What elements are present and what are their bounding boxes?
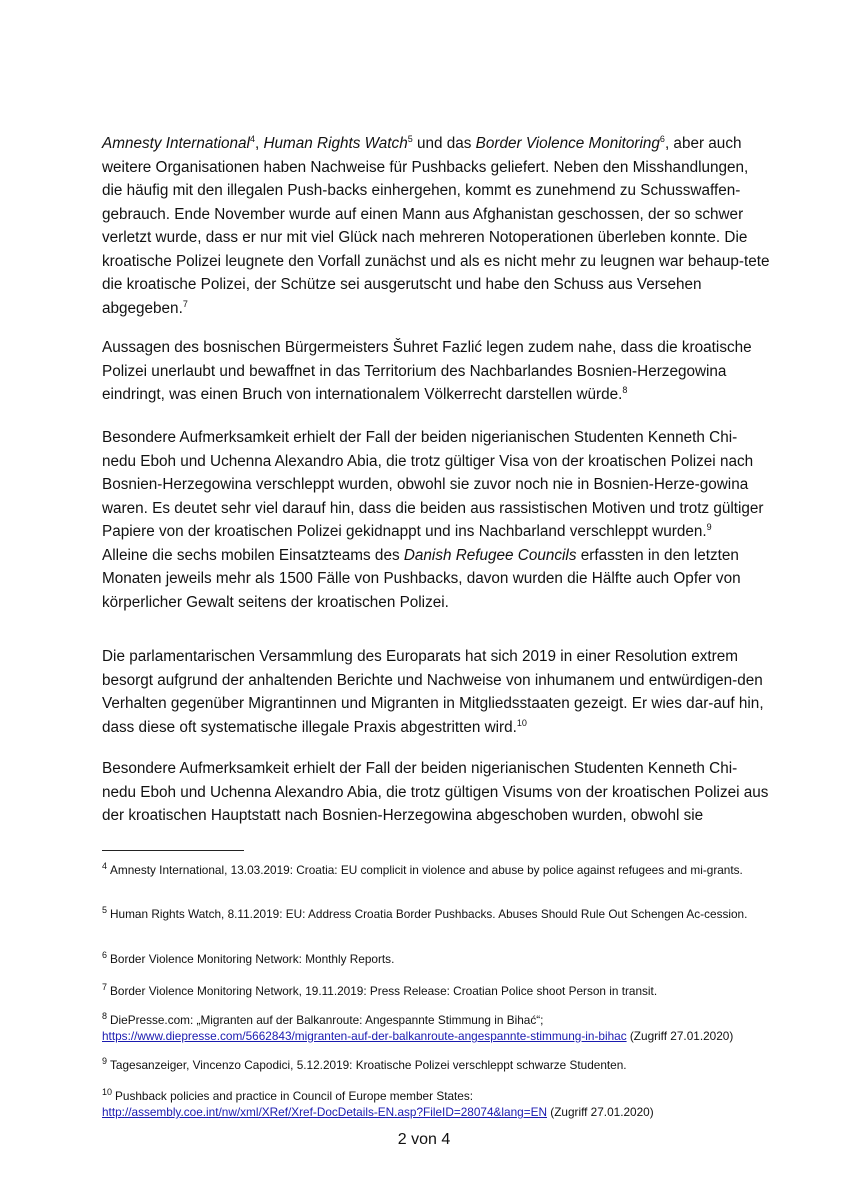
paragraph-2-text: Aussagen des bosnischen Bürgermeisters Šuhret Fazlić legen zudem nahe, dass die kroatische Polizei unerlaubt und bewaffnet in das Territorium des Nachbarlandes Bosnien-Herzegowina eindringt, was einen Bruch von internationalem Völkerrecht darstellen würde. <box>102 339 752 403</box>
footnote-text: Pushback policies and practice in Council of Europe member States: <box>115 1089 474 1103</box>
footnote-text: (Zugriff 27.01.2020) <box>626 1029 734 1043</box>
footnote-10 <box>102 1088 762 1120</box>
footnote-ref-8[interactable]: 8 <box>622 384 628 395</box>
footnote-number: 6 <box>102 950 108 961</box>
paragraph-3 <box>102 426 770 614</box>
footnote-link[interactable]: https://www.diepresse.com/5662843/migranten-auf-der-balkanroute-angespannte-stimmung-in-bihac <box>102 1029 627 1043</box>
footnote-ref-5[interactable]: 5 <box>407 133 413 144</box>
footnote-ref-7[interactable]: 7 <box>182 298 188 309</box>
footnote-ref-9[interactable]: 9 <box>706 521 712 532</box>
footnote-number: 4 <box>102 861 108 872</box>
org-drc: Danish Refugee Councils <box>403 546 577 564</box>
footnote-7 <box>102 983 762 999</box>
paragraph-5-text: Die parlamentarischen Versammlung des Europarats hat sich 2019 in einer Resolution extrem besorgt aufgrund der anhaltenden Berichte und Nachweise von inhumanem und entwürdigen-den Verhalten gegenüber Migrantinnen und Migranten in Mitgliedsstaaten gezeigt. Er wies dar-auf hin, dass diese oft systematische illegale Praxis abgestritten wird. <box>102 648 764 736</box>
footnote-text: Human Rights Watch, 8.11.2019: EU: Address Croatia Border Pushbacks. Abuses Should Rule Out Schengen Ac-cession. <box>110 907 748 921</box>
footnote-number: 10 <box>102 1087 113 1098</box>
footnote-divider <box>102 850 244 851</box>
footnote-6 <box>102 951 762 967</box>
footnote-9 <box>102 1057 762 1073</box>
footnote-text: Border Violence Monitoring Network: Monthly Reports. <box>110 952 395 966</box>
paragraph-4-text: erfassten in den letzten Monaten jeweils mehr als 1500 Fälle von Pushbacks, davon wurden die Hälfte auch Opfer von körperlicher Gewalt seitens der kroatischen Polizei. <box>102 546 741 611</box>
footnote-text: Tagesanzeiger, Vincenzo Capodici, 5.12.2019: Kroatische Polizei verschleppt schwarze Studenten. <box>110 1058 627 1072</box>
text-sep: und das <box>412 135 476 152</box>
org-bvm: Border Violence Monitoring <box>475 135 660 152</box>
paragraph-2 <box>102 336 770 407</box>
footnote-5 <box>102 906 762 922</box>
paragraph-3-text: Besondere Aufmerksamkeit erhielt der Fall der beiden nigerianischen Studenten Kenneth Chi-nedu Eboh und Uchenna Alexandro Abia, die trotz gültiger Visa von der kroatischen Polizei nach Bosnien-Herzegowina verschleppt wurden, obwohl sie zuvor noch nie in Bosnien-Herze-gowina waren. Es deutet sehr viel darauf hin, dass die beiden aus rassistischen Motiven und trotz gültiger Papiere von der kroatischen Polizei gekidnappt und ins Nachbarland verschleppt wurden. <box>102 429 764 540</box>
footnote-number: 5 <box>102 905 108 916</box>
footnote-link[interactable]: http://assembly.coe.int/nw/xml/XRef/Xref-DocDetails-EN.asp?FileID=28074&lang=EN <box>102 1105 547 1119</box>
footnote-number: 8 <box>102 1011 108 1022</box>
paragraph-6-text: Besondere Aufmerksamkeit erhielt der Fall der beiden nigerianischen Studenten Kenneth Chi-nedu Eboh und Uchenna Alexandro Abia, die trotz gültigen Visums von der kroatischen Polizei aus der kroatischen Hauptstatt nach Bosnien-Herzegowina abgeschoben wurden, obwohl sie <box>102 760 769 824</box>
org-hrw: Human Rights Watch <box>263 135 408 152</box>
text-sep: , <box>254 135 264 152</box>
footnote-text: (Zugriff 27.01.2020) <box>546 1105 654 1119</box>
footnote-8 <box>102 1012 762 1044</box>
footnote-text: Border Violence Monitoring Network, 19.11.2019: Press Release: Croatian Police shoot Person in transit. <box>110 984 658 998</box>
footnote-ref-4[interactable]: 4 <box>249 133 255 144</box>
footnote-number: 7 <box>102 982 108 993</box>
paragraph-5 <box>102 645 770 739</box>
footnote-ref-10[interactable]: 10 <box>516 717 527 728</box>
page-number: 2 von 4 <box>397 1131 451 1148</box>
footnote-4 <box>102 862 762 878</box>
paragraph-1 <box>102 132 770 320</box>
footnote-number: 9 <box>102 1056 108 1067</box>
paragraph-4-text: Alleine die sechs mobilen Einsatzteams des <box>102 546 404 564</box>
paragraph-1-text: , aber auch weitere Organisationen haben Nachweise für Pushbacks geliefert. Neben den Misshandlungen, die häufig mit den illegalen Push-backs einhergehen, kommt es zunehmend zu Schusswaffen-gebrauch. Ende November wurde auf einen Mann aus Afghanistan geschossen, der so schwer verletzt wurde, dass er nur mit viel Glück nach mehreren Notoperationen überleben konnte. Die kroatische Polizei leugnete den Vorfall zunächst und als es nicht mehr zu leugnen war behaup-tete die kroatische Polizei, der Schütze sei ausgerutscht und habe den Schuss aus Versehen abgegeben. <box>102 135 770 317</box>
org-amnesty: Amnesty International <box>102 135 250 152</box>
footnote-text: DiePresse.com: „Migranten auf der Balkanroute: Angespannte Stimmung in Bihać“; <box>110 1013 544 1027</box>
footnote-text: Amnesty International, 13.03.2019: Croatia: EU complicit in violence and abuse by police against refugees and mi-grants. <box>110 863 743 877</box>
paragraph-4 <box>102 544 770 615</box>
paragraph-6 <box>102 757 770 828</box>
footnote-ref-6[interactable]: 6 <box>659 133 665 144</box>
